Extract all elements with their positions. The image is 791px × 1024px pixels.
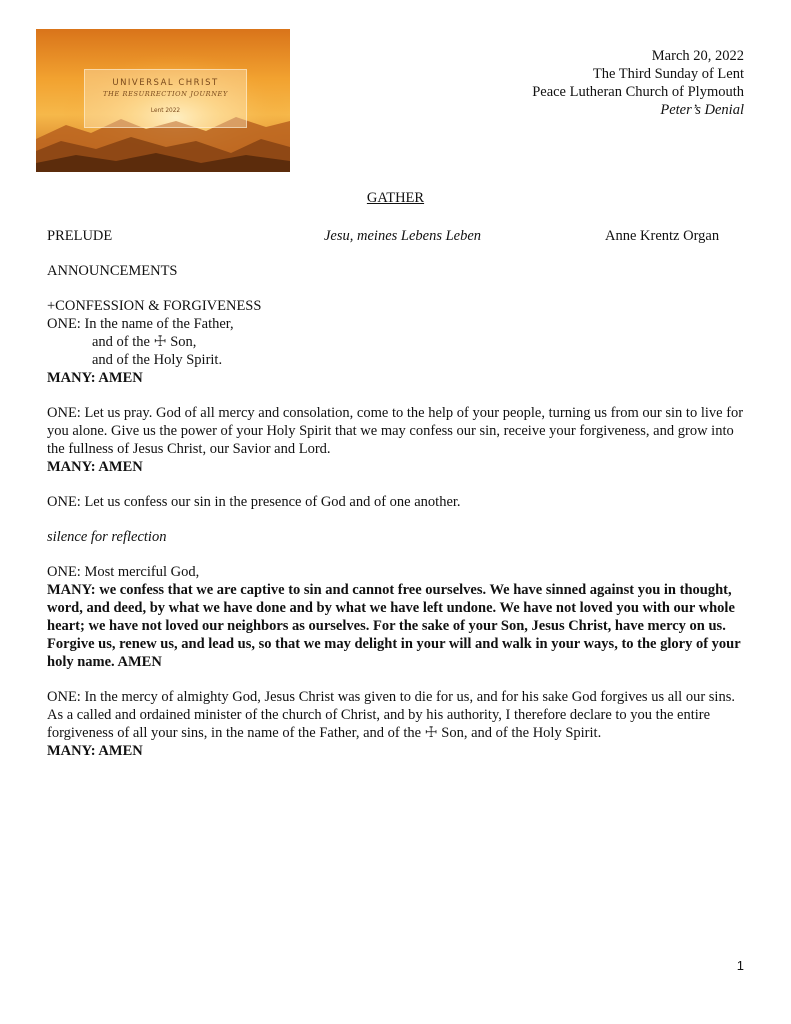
banner-title-box (84, 69, 247, 128)
amen-response-1: MANY: AMEN (47, 370, 143, 386)
silence-rubric: silence for reflection (47, 529, 167, 545)
section-title: GATHER (366, 190, 425, 206)
merciful-line: ONE: Most merciful God, (47, 564, 200, 580)
sermon-theme: Peter’s Denial (660, 102, 744, 118)
congregation-confession: MANY: we confess that we are captive to sin and cannot free ourselves. We have sinned against you in thought, word, and deed, by what we have done and by what we have left undone. We have not loved you with our whole heart; we have not loved our neighbors as ourselves. For the sake of your Son, Jesus Christ, have mercy on us. Forgive us, renew us, and lead us, so that we may delight in your will and walk in your ways, to the glory of your holy name. AMEN (47, 582, 741, 670)
absolution: ONE: In the mercy of almighty God, Jesus Christ was given to die for us, and for his sake God forgives us all our sins. As a called and ordained minister of the church of Christ, and by his authority, I therefore declare to you the entire forgiveness of all your sins, in the name of the Father, and of the ☩ Son, and of the Holy Spirit. (47, 689, 735, 741)
lent-banner-image (36, 29, 290, 172)
opening-prayer: ONE: Let us pray. God of all mercy and consolation, come to the help of your people, turning us from our sin to live for you alone. Give us the power of your Holy Spirit that we may confess our sin, receive your forgiveness, and grow into the fullness of Jesus Christ, our Savior and Lord. (47, 405, 744, 457)
prelude-row (47, 227, 747, 245)
liturgy-content (47, 227, 747, 760)
prelude-performer: Anne Krentz Organ (605, 228, 720, 244)
banner-line2: THE RESURRECTION JOURNEY (103, 90, 228, 98)
bulletin-header (532, 47, 744, 119)
confession-heading: +CONFESSION & FORGIVENESS (47, 298, 262, 314)
opening-line-3: and of the Holy Spirit. (92, 352, 223, 368)
banner-line1: UNIVERSAL CHRIST (112, 78, 219, 88)
liturgical-sunday: The Third Sunday of Lent (592, 66, 744, 82)
banner-line3: Lent 2022 (150, 108, 181, 114)
amen-response-3: MANY: AMEN (47, 743, 143, 759)
church-name: Peace Lutheran Church of Plymouth (532, 84, 744, 100)
prelude-label: PRELUDE (47, 228, 113, 244)
confession-invitation: ONE: Let us confess our sin in the presence of God and of one another. (47, 494, 461, 510)
prelude-title: Jesu, meines Lebens Leben (324, 228, 482, 244)
service-date: March 20, 2022 (651, 48, 744, 64)
opening-line-2: and of the ☩ Son, (92, 334, 197, 350)
opening-line-1: ONE: In the name of the Father, (47, 316, 234, 332)
announcements-heading: ANNOUNCEMENTS (47, 263, 178, 279)
amen-response-2: MANY: AMEN (47, 459, 143, 475)
page-number: 1 (736, 958, 744, 973)
